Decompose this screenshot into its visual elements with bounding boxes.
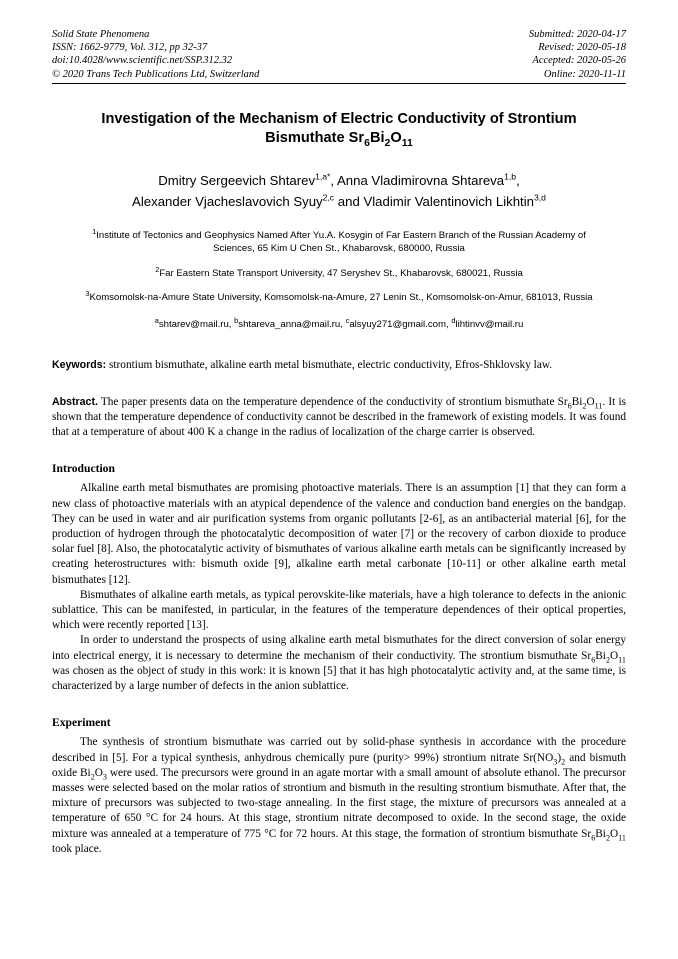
abstract-o: O bbox=[586, 395, 595, 408]
author-line-1 bbox=[52, 170, 626, 191]
email-c[interactable]: alsyuy271@gmail.com, bbox=[349, 319, 452, 331]
journal-name: Solid State Phenomena bbox=[52, 29, 150, 40]
affiliation-marker: 1 bbox=[92, 226, 97, 236]
paper-title bbox=[52, 110, 626, 148]
author-likhtin-v-marker: 3,d bbox=[533, 192, 546, 203]
copyright: © 2020 Trans Tech Publications Ltd, Switzerland bbox=[52, 68, 260, 80]
intro-paragraph-2: Bismuthates of alkaline earth metals, as typical perovskite-like materials, have a high tolerance to defects in the anionic sublattice. This can be manifested, in particular, in the features of the temperature dependences of their optical properties, which were recently reported [13]. bbox=[52, 588, 626, 632]
affiliation-text: Institute of Tectonics and Geophysics Named After Yu.A. Kosygin of Far Eastern Branch of the Russian Academy of Sciences, 65 Kim U Chen St., Khabarovsk, 680000, Russia bbox=[96, 229, 586, 255]
abstract-block bbox=[52, 395, 626, 441]
author-shtareva-a: , Anna Vladimirovna Shtareva bbox=[330, 172, 505, 188]
abstract-label: Abstract. bbox=[52, 395, 98, 408]
author-shtarev-d: Dmitry Sergeevich Shtarev bbox=[158, 172, 316, 188]
email-b[interactable]: shtareva_anna@mail.ru, bbox=[238, 319, 346, 331]
experiment-paragraph-1: The synthesis of strontium bismuthate was carried out by solid-phase synthesis in accordance with the procedure described in [5]. For a typical synthesis, anhydrous chemically pure (purity> 99%) strontium nitrate $Sr(NO_3)_2$ and bismuth oxide $Bi_2O_3$ were used. The precursors were ground in an agate mortar with a small amount of absolute ethanol. The precursor masses were selected based on the molar ratios of strontium and bismuth in the resulting strontium bismuthate. After that, the mixture of precursors was subjected to two-stage annealing. In the first stage, the mixture of precursors was annealed at a temperature of 650 °C for 24 hours. At this stage, strontium nitrate decomposed to oxide. In the second stage, the oxide mixture was annealed at a temperature of 775 °C for 72 hours. At this stage, the formation of strontium bismuthate $Sr_6Bi_2O_{11}$ took place. bbox=[52, 736, 626, 855]
title-line-1: Investigation of the Mechanism of Electric Conductivity of Strontium bbox=[101, 110, 577, 127]
abstract-bi: Bi bbox=[571, 395, 583, 408]
abstract-text-1: The paper presents data on the temperature dependence of the conductivity of strontium bismuthate Sr bbox=[97, 395, 568, 408]
section-heading-experiment: Experiment bbox=[52, 716, 111, 730]
keywords-block bbox=[52, 358, 626, 373]
title-sub-6: 6 bbox=[364, 136, 370, 149]
title-sub-11: 11 bbox=[401, 136, 413, 149]
abstract-sub-11: 11 bbox=[594, 401, 603, 411]
issn-volume: ISSN: 1662-9779, Vol. 312, pp 32-37 bbox=[52, 42, 208, 54]
submitted-date: Submitted: 2020-04-17 bbox=[528, 29, 626, 40]
intro-paragraph-3: In order to understand the prospects of using alkaline earth metal bismuthates for the direct conversion of solar energy into electrical energy, it is necessary to determine the mechanism of their conductivity. The strontium bismuthate $Sr_6Bi_2O_{11}$ was chosen as the object of study in this work: it is known [5] that it has high photocatalytic activity and, at the same time, is characterized by a large number of defects in the anion sublattice. bbox=[52, 634, 626, 693]
keywords-label: Keywords: bbox=[52, 358, 107, 371]
author-shtarev-d-marker: 1,a* bbox=[315, 171, 331, 182]
revised-date: Revised: 2020-05-18 bbox=[538, 42, 626, 54]
author-syuy-a: Alexander Vjacheslavovich Syuy bbox=[132, 193, 323, 209]
affiliation-item bbox=[52, 264, 626, 280]
affiliation-item bbox=[52, 226, 626, 256]
author-list bbox=[52, 170, 626, 212]
accepted-date: Accepted: 2020-05-26 bbox=[532, 55, 626, 67]
title-line-2-pre: Bismuthate Sr bbox=[265, 129, 365, 146]
doi[interactable]: doi:10.4028/www.scientific.net/SSP.312.32 bbox=[52, 55, 233, 67]
email-d[interactable]: lihtinvv@mail.ru bbox=[455, 319, 524, 331]
abstract-text-2: . It is shown that the temperature dependence of conductivity cannot be described in the framework of existing models. It was found that at a temperature of about 400 K a change in the radius of localization of the charge carrier is observed. bbox=[52, 395, 626, 439]
email-marker-a: a bbox=[154, 316, 159, 326]
author-emails bbox=[52, 318, 626, 331]
author-shtareva-a-marker: 1,b bbox=[504, 171, 517, 182]
affiliation-marker: 2 bbox=[155, 264, 160, 274]
online-date: Online: 2020-11-11 bbox=[543, 68, 626, 80]
affiliation-item bbox=[52, 288, 626, 304]
intro-paragraph-1: Alkaline earth metal bismuthates are promising photoactive materials. There is an assumption [1] that they can form a new class of photoactive materials with an atypical dependence of the valence and conduction band energies on the bandgap. They can be used in water and air purification systems from organic pollutants [2-6], as an antibacterial material [6], for the production of hydrogen through the photocatalytic decomposition of water [7] or the recovery of carbon dioxide to produce solar fuel [8]. Also, the photocatalytic activity of bismuthates of various alkaline earth metals can be significantly increased by creating heterostructures with: bismuth oxide [9], alkaline earth metal carbonate [10-11] or other alkaline earth metal bismuthates [12]. bbox=[52, 482, 626, 586]
section-heading-introduction: Introduction bbox=[52, 462, 115, 476]
author-syuy-a-marker: 2,c bbox=[322, 192, 335, 203]
affiliation-text: Far Eastern State Transport University, 47 Seryshev St., Khabarovsk, 680021, Russia bbox=[159, 267, 523, 279]
abstract-sub-2: 2 bbox=[582, 401, 587, 411]
email-marker-c: c bbox=[345, 316, 350, 326]
page-header bbox=[52, 28, 626, 84]
author-likhtin-v: and Vladimir Valentinovich Likhtin bbox=[334, 193, 534, 209]
email-marker-b: b bbox=[234, 316, 239, 326]
affiliation-text: Komsomolsk-na-Amure State University, Komsomolsk-na-Amure, 27 Lenin St., Komsomolsk-on-Amur, 681013, Russia bbox=[89, 292, 593, 304]
title-sub-2: 2 bbox=[384, 136, 391, 149]
keywords-text: strontium bismuthate, alkaline earth metal bismuthate, electric conductivity, Efros-Shklovsky law. bbox=[106, 358, 553, 371]
title-o: O bbox=[390, 129, 402, 146]
email-a[interactable]: shtarev@mail.ru, bbox=[158, 319, 235, 331]
affiliation-marker: 3 bbox=[85, 288, 90, 298]
author-line-1-comma: , bbox=[516, 172, 520, 188]
title-bi: Bi bbox=[369, 129, 385, 146]
author-line-2 bbox=[52, 191, 626, 212]
affiliation-list bbox=[52, 226, 626, 305]
abstract-sub-6: 6 bbox=[567, 401, 572, 411]
email-marker-d: d bbox=[451, 316, 456, 326]
